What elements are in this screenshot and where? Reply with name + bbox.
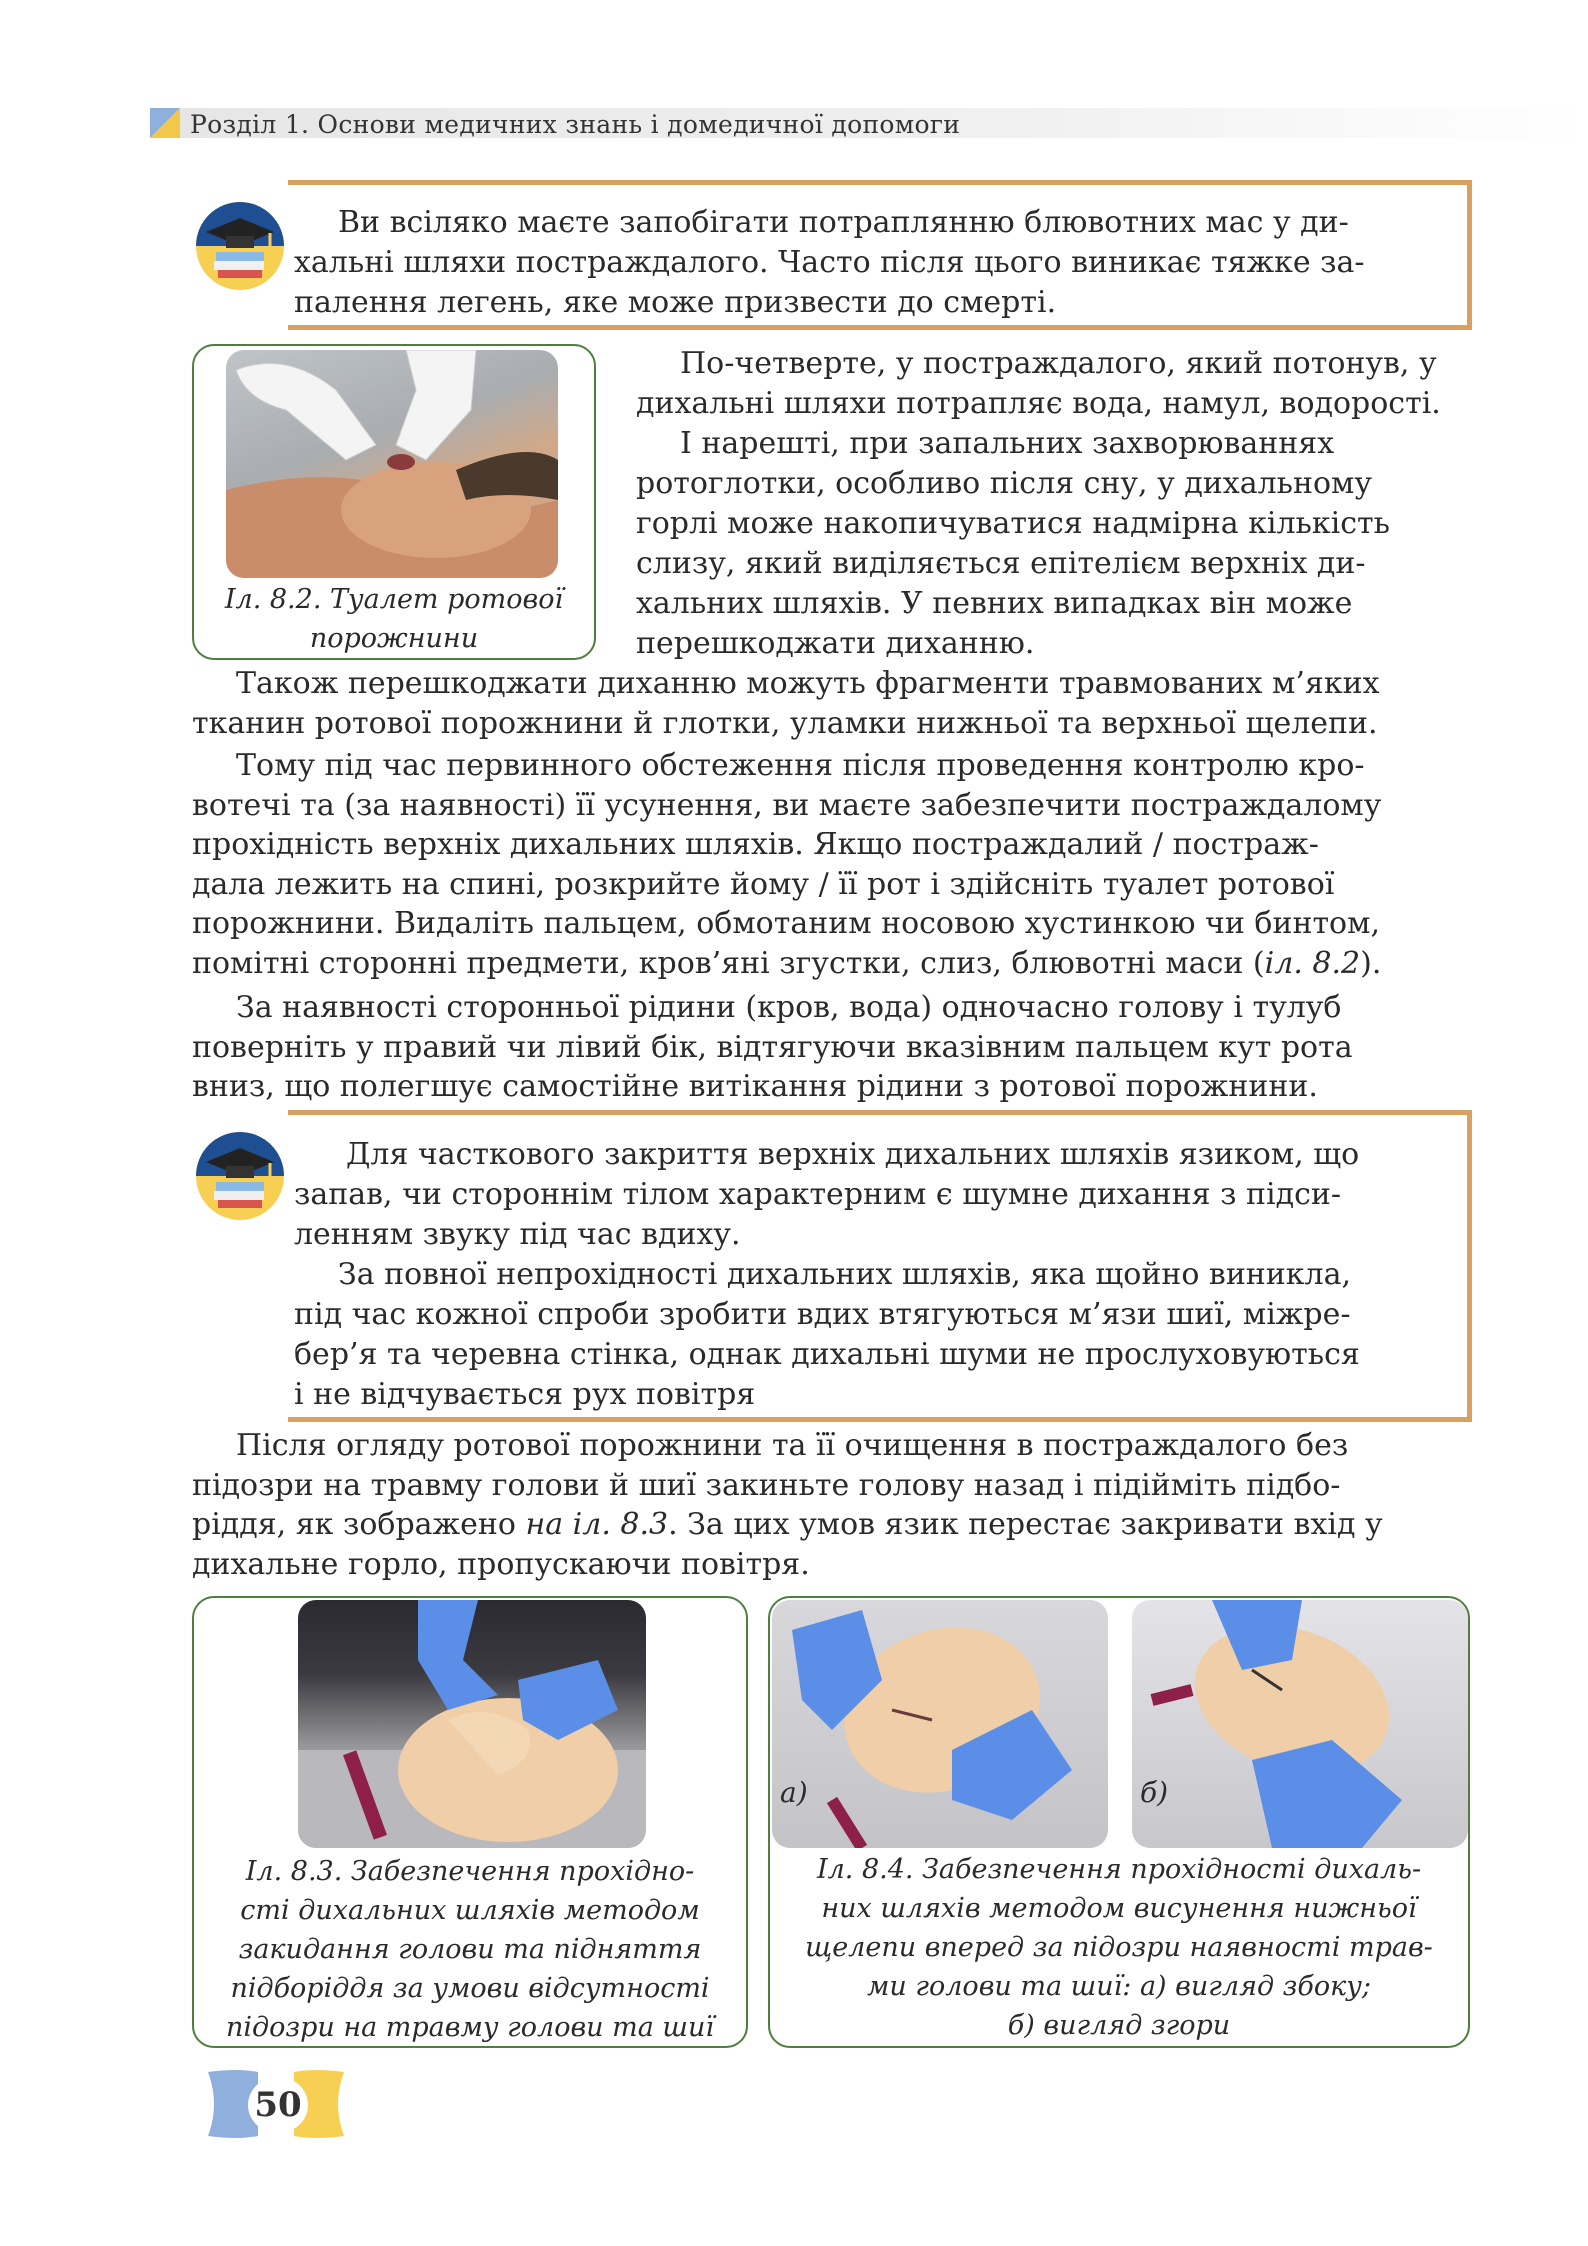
graduation-cap-books-icon	[194, 200, 286, 292]
note-line: під час кожної спроби зробити вдих втягуються м’язи шиї, міжре-	[294, 1297, 1351, 1332]
note-box-vomit	[288, 180, 1472, 330]
text-line: Також перешкоджати диханню можуть фрагменти травмованих м’яких	[236, 666, 1380, 701]
caption-line: Іл. 8.4. Забезпечення прохідності дихаль-	[816, 1854, 1422, 1885]
caption-line: підозри на травму голови та шиї	[225, 2012, 715, 2043]
text-line: Після огляду ротової порожнини та її очищення в постраждалого без	[236, 1428, 1349, 1463]
jaw-thrust-side-photo	[772, 1600, 1108, 1848]
paragraph-head-tilt	[192, 1426, 1470, 1584]
paragraph-foreign-fluid	[192, 988, 1470, 1107]
page-number-badge	[208, 2068, 344, 2140]
figure-8-4	[768, 1596, 1470, 2048]
manikin-head-tilt-image	[298, 1600, 646, 1848]
paragraph-fragments	[192, 664, 1470, 743]
text-line: хальних шляхів. У певних випадках він може	[636, 586, 1353, 621]
figure-label-a: а)	[780, 1776, 808, 1809]
figure-label-b: б)	[1140, 1776, 1169, 1809]
page-number: 50	[248, 2078, 308, 2132]
note-line: Ви всіляко маєте запобігати потраплянню блювотних мас у ди-	[338, 205, 1349, 240]
note-box-airway-obstruction	[288, 1110, 1472, 1422]
text-line: дихальне горло, пропускаючи повітря.	[192, 1546, 810, 1582]
figure-8-2-caption	[194, 580, 594, 658]
note-line: Для часткового закриття верхніх дихальних шляхів язиком, що	[346, 1137, 1360, 1172]
text-line: помітні сторонні предмети, кров’яні згустки, слиз, блювотні маси (іл. 8.2).	[192, 945, 1382, 981]
text-line: ротоглотки, особливо після сну, у дихальному	[636, 466, 1373, 501]
text-line: вотечі та (за наявності) її усунення, ви маєте забезпечити постраждалому	[192, 787, 1382, 823]
text-line: тканин ротової порожнини й глотки, уламки нижньої та верхньої щелепи.	[192, 705, 1378, 741]
text-line: По-четверте, у постраждалого, який потонув, у	[680, 346, 1437, 381]
note-line: За повної непрохідності дихальних шляхів, яка щойно виникла,	[338, 1257, 1352, 1292]
head-tilt-photo	[298, 1600, 646, 1848]
text-line: вниз, що полегшує самостійне витікання рідини з ротової порожнини.	[192, 1069, 1318, 1105]
text-line: Тому під час первинного обстеження після проведення контролю кро-	[236, 748, 1365, 783]
header-title: Розділ 1. Основи медичних знань і домедичної допомоги	[190, 110, 961, 139]
caption-line: порожнини	[309, 623, 479, 654]
figure-8-3	[192, 1596, 748, 2048]
text-line: слизу, який виділяється епітелієм верхніх ди-	[636, 546, 1366, 581]
jaw-thrust-top-photo	[1132, 1600, 1468, 1848]
paragraph-primary-exam	[192, 746, 1470, 984]
caption-line: ми голови та шиї: а) вигляд збоку;	[866, 1971, 1372, 2002]
figure-ref: іл. 8.2	[1264, 945, 1361, 981]
caption-line: Іл. 8.2. Туалет ротової	[224, 584, 564, 615]
note-line: і не відчувається рух повітря	[294, 1377, 756, 1412]
running-header	[150, 108, 1588, 138]
figure-8-2	[192, 344, 596, 660]
caption-line: Іл. 8.3. Забезпечення прохідно-	[245, 1856, 695, 1887]
note-line: запав, чи стороннім тілом характерним є шумне дихання з підси-	[294, 1177, 1341, 1212]
header-marker-icon	[150, 108, 180, 138]
caption-line: щелепи вперед за підозри наявності трав-	[805, 1932, 1433, 1963]
figure-8-4-caption	[770, 1850, 1468, 2045]
text-line: І нарешті, при запальних захворюваннях	[680, 426, 1335, 461]
text-line: За наявності сторонньої рідини (кров, вода) одночасно голову і тулуб	[236, 990, 1342, 1025]
figure-ref: на іл. 8.3	[525, 1507, 669, 1543]
gloved-hands-image	[226, 350, 558, 578]
note-line: ленням звуку під час вдиху.	[294, 1217, 741, 1252]
caption-line: них шляхів методом висунення нижньої	[821, 1893, 1417, 1924]
graduation-cap-books-icon	[194, 1130, 286, 1222]
note-line: палення легень, яке може призвести до смерті.	[294, 285, 1057, 320]
text-line: підозри на травму голови й шиї закиньте голову назад і підійміть підбо-	[192, 1467, 1341, 1503]
caption-line: підборіддя за умови відсутності	[230, 1973, 710, 2004]
text-line: поверніть у правий чи лівий бік, відтягуючи вказівним пальцем кут рота	[192, 1029, 1353, 1065]
caption-line: сті дихальних шляхів методом	[240, 1895, 700, 1926]
text-line: прохідність верхніх дихальних шляхів. Якщо постраждалий / постраж-	[192, 827, 1319, 863]
text-line: ріддя, як зображено на іл. 8.3. За цих умов язик перестає закривати вхід у	[192, 1507, 1383, 1543]
paragraph-side	[636, 344, 1470, 664]
text-line: дала лежить на спині, розкрийте йому / її рот і здійсніть туалет ротової	[192, 866, 1335, 902]
text-line: горлі може накопичуватися надмірна кількість	[636, 506, 1390, 541]
manikin-side-view-image	[772, 1600, 1108, 1848]
manikin-top-view-image	[1132, 1600, 1468, 1848]
caption-line: б) вигляд згори	[1007, 2010, 1231, 2041]
text-line: перешкоджати диханню.	[636, 626, 1035, 661]
note-line: бер’я та черевна стінка, однак дихальні шуми не прослуховуються	[294, 1337, 1360, 1372]
text-line: порожнини. Видаліть пальцем, обмотаним носовою хустинкою чи бинтом,	[192, 906, 1380, 942]
text-line: дихальні шляхи потрапляє вода, намул, водорості.	[636, 386, 1441, 421]
figure-8-3-caption	[194, 1852, 746, 2047]
caption-line: закидання голови та підняття	[238, 1934, 702, 1965]
note-line: хальні шляхи постраждалого. Часто після цього виникає тяжке за-	[294, 245, 1365, 280]
mouth-cleaning-photo	[226, 350, 558, 578]
